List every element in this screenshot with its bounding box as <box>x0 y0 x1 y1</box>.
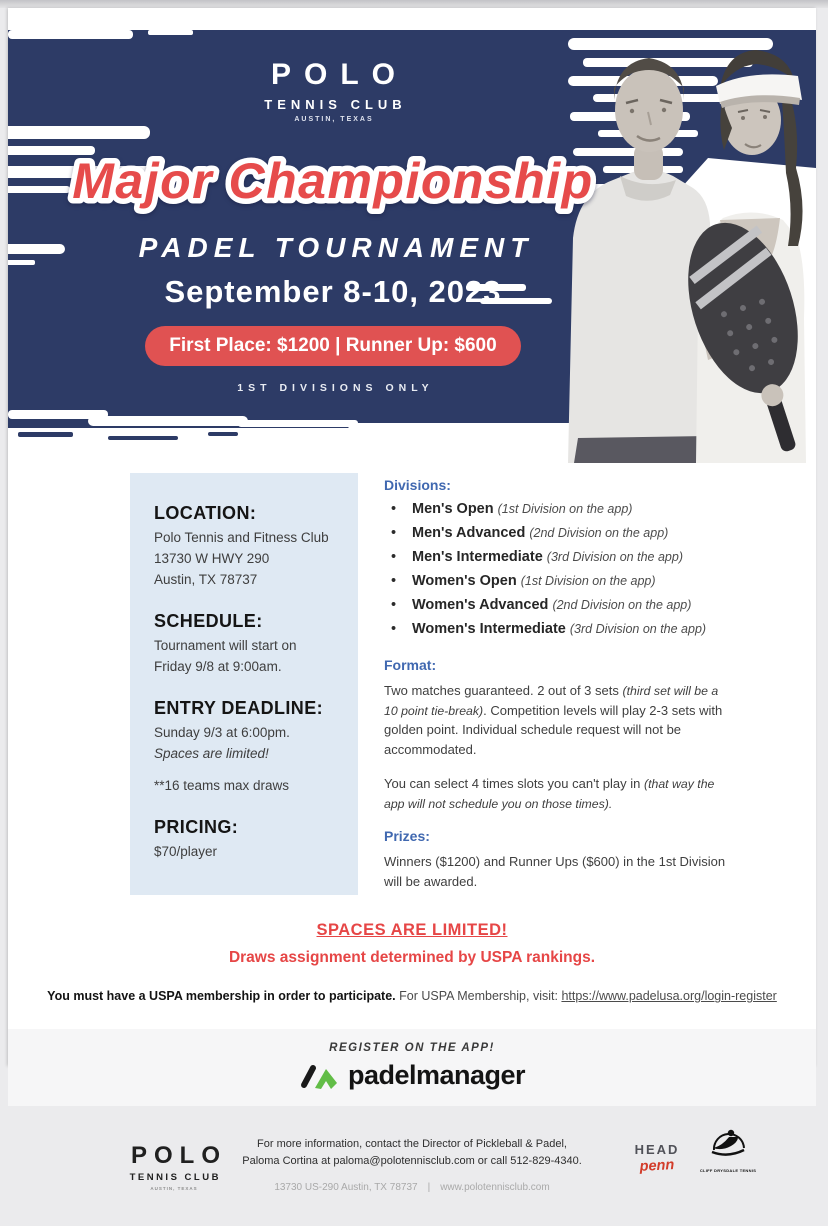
notice-section <box>8 921 816 1003</box>
padelmanager-icon <box>299 1061 339 1091</box>
membership-text <box>8 989 816 1003</box>
division-note: (3rd Division on the app) <box>546 550 683 564</box>
info-box <box>130 473 358 895</box>
window-edge <box>0 0 828 8</box>
division-name: Men's Intermediate <box>412 549 543 565</box>
location-line: 13730 W HWY 290 <box>154 550 270 566</box>
list-item <box>384 573 732 589</box>
division-name: Women's Advanced <box>412 597 549 613</box>
format-text: You can select 4 times slots you can't play in <box>384 776 644 791</box>
contact-line: For more information, contact the Director of Pickleball & Padel, <box>257 1138 567 1151</box>
division-note: (3rd Division on the app) <box>569 622 707 636</box>
pricing-value: $70/player <box>154 844 218 860</box>
location-heading: LOCATION: <box>154 503 257 523</box>
footer-club-name: POLO <box>131 1142 228 1170</box>
location-line: Polo Tennis and Fitness Club <box>154 530 329 545</box>
footer-club-loc: AUSTIN, TEXAS <box>150 1186 198 1192</box>
footer <box>8 1106 816 1226</box>
main-title: Major Championship <box>72 153 594 209</box>
footer-contact <box>202 1136 622 1193</box>
format-italic: (that way the app will not schedule you on those times). <box>384 777 715 811</box>
deadline-heading: ENTRY DEADLINE: <box>154 697 324 718</box>
deadline-section <box>154 698 340 798</box>
draws-text: Draws assignment determined by USPA rankings. <box>228 949 596 967</box>
footer-address-row <box>202 1182 622 1193</box>
deadline-note: Spaces are limited! <box>154 745 269 761</box>
head-penn-logo <box>622 1142 692 1174</box>
schedule-line: Friday 9/8 at 9:00am. <box>154 658 282 674</box>
division-name: Women's Intermediate <box>412 621 566 637</box>
title-artwork <box>2 134 664 228</box>
division-note: (2nd Division on the app) <box>529 526 669 540</box>
cliff-caption: CLIFF DRYSDALE TENNIS <box>699 1168 757 1174</box>
format-text: Two matches guaranteed. 2 out of 3 sets <box>384 683 623 698</box>
polo-tennis-club-logo <box>8 58 658 123</box>
right-column <box>384 473 732 895</box>
membership-link[interactable]: https://www.padelusa.org/login-register <box>561 989 777 1004</box>
club-location: AUSTIN, TEXAS <box>294 116 374 123</box>
cliff-drysdale-icon <box>704 1120 752 1162</box>
schedule-section <box>154 611 340 678</box>
location-section <box>154 503 340 591</box>
location-line: Austin, TX 78737 <box>154 571 258 587</box>
format-heading: Format: <box>384 657 437 673</box>
list-item <box>384 597 732 613</box>
division-note: (2nd Division on the app) <box>552 598 692 612</box>
event-dates: September 8-10, 2023 <box>164 274 502 309</box>
banner <box>8 8 816 463</box>
list-item <box>384 501 732 517</box>
membership-bold: You must have a USPA membership in order to participate. <box>47 989 396 1004</box>
prizes-text: Winners ($1200) and Runner Ups ($600) in the 1st Division will be awarded. <box>384 854 726 889</box>
schedule-heading: SCHEDULE: <box>154 610 263 631</box>
divisions-heading: Divisions: <box>384 477 451 493</box>
club-subtitle: TENNIS CLUB <box>264 97 407 112</box>
club-name: POLO <box>270 58 408 91</box>
prizes-heading: Prizes: <box>384 828 430 844</box>
footer-separator: | <box>427 1182 431 1194</box>
pricing-section <box>154 817 340 863</box>
division-name: Men's Advanced <box>412 525 526 541</box>
details-section <box>8 463 816 895</box>
list-item <box>384 525 732 541</box>
penn-wordmark: penn <box>639 1157 675 1176</box>
division-name: Women's Open <box>412 573 517 589</box>
padelmanager-wordmark: padelmanager <box>347 1060 526 1091</box>
format-paragraph <box>384 681 732 759</box>
polo-footer-logo <box>124 1142 228 1192</box>
cliff-drysdale-logo <box>698 1120 758 1173</box>
divisions-note: 1ST DIVISIONS ONLY <box>237 382 434 394</box>
footer-club-sub: TENNIS CLUB <box>129 1172 221 1184</box>
deadline-teams: **16 teams max draws <box>154 778 290 794</box>
division-name: Men's Open <box>412 501 494 517</box>
padelmanager-logo <box>8 1060 816 1091</box>
footer-address: 13730 US-290 Austin, TX 78737 <box>274 1182 418 1194</box>
head-wordmark: HEAD <box>634 1142 680 1158</box>
pricing-heading: PRICING: <box>154 817 239 838</box>
schedule-line: Tournament will start on <box>154 637 297 653</box>
contact-line: Paloma Cortina at paloma@polotennisclub.com or call 512-829-4340. <box>242 1154 582 1167</box>
footer-website: www.polotennisclub.com <box>440 1182 550 1194</box>
register-label: REGISTER ON THE APP! <box>329 1042 495 1055</box>
deadline-date: Sunday 9/3 at 6:00pm. <box>154 724 290 740</box>
prizes-section <box>384 828 732 891</box>
format-italic: (third set will be a 10 point tie-break) <box>384 684 719 718</box>
division-note: (1st Division on the app) <box>520 574 656 588</box>
register-band <box>8 1029 816 1106</box>
divisions-list <box>384 501 732 637</box>
format-section <box>384 657 732 813</box>
prize-badge: First Place: $1200 | Runner Up: $600 <box>145 326 520 366</box>
division-note: (1st Division on the app) <box>497 502 633 516</box>
subtitle: PADEL TOURNAMENT <box>138 232 534 263</box>
format-paragraph <box>384 774 732 813</box>
list-item <box>384 549 732 565</box>
flyer-page <box>8 8 816 1194</box>
format-text: . Competition levels will play 2-3 sets with golden point. Individual schedule request will not be accommodated. <box>384 702 723 757</box>
membership-normal: For USPA Membership, visit: <box>395 989 562 1004</box>
list-item <box>384 621 732 637</box>
spaces-limited-text: SPACES ARE LIMITED! <box>316 921 508 940</box>
